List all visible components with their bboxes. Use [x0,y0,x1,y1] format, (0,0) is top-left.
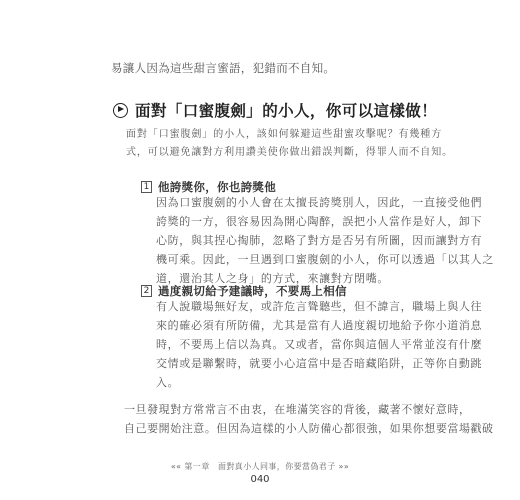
circled-triangle-icon [113,103,128,118]
item-1-body [156,193,494,288]
page-number: 040 [250,474,270,485]
body-line: 機可乘。因此，一旦遇到口蜜腹劍的小人，你可以透過「以其人之 [156,253,494,266]
closing-paragraph [124,400,494,438]
top-paragraph: 易讓人因為這些甜言蜜語，犯錯而不自知。 [111,61,336,75]
body-line: 心防，與其捏心掏肺，忽略了對方是否另有所圖，因而讓對方有 [156,234,483,247]
body-line: 入。 [156,376,180,389]
intro-line: 面對「口蜜腹劍」的小人，該如何躲避這些甜蜜攻擊呢？有幾種方 [126,129,443,140]
body-line: 道，還治其人之身」的方式，來讓對方閉嘴。 [156,272,389,285]
body-line: 時，不要馬上信以為真。又或者，當你與這個人平常並沒有什麼 [156,338,483,351]
item-title: 過度親切給予建議時，不要馬上相信 [158,284,347,298]
closing-line: 一旦發現對方常常言不由衷，在堆滿笑容的背後，藏著不懷好意時， [124,403,471,416]
item-number-box: 1 [141,181,152,193]
section-heading-row [113,99,437,121]
closing-line: 自己要開始注意。但因為這樣的小人防備心都很強，如果你想要當場戳破 [124,422,494,435]
item-number-box: 2 [141,285,152,297]
body-line: 來的確必須有所防備，尤其是當有人過度親切地給予你小道消息 [156,319,483,332]
body-line: 交情或是聯繫時，就要小心這當中是否暗藏陷阱，正等你自動跳 [156,357,483,370]
section-intro [126,126,453,162]
chapter-footer: «« 第一章 面對真小人同事，你要當偽君子 »» [170,462,350,471]
body-line: 有人說職場無好友，或許危言聳聽些，但不諱言，職場上與人往 [156,300,483,313]
body-line: 誇獎的一方，很容易因為開心陶醉，誤把小人當作是好人，卸下 [156,215,483,228]
section-heading: 面對「口蜜腹劍」的小人，你可以這樣做！ [135,102,438,120]
body-line: 因為口蜜腹劍的小人會在太擅長誇獎別人，因此，一直接受他們 [156,196,483,209]
item-2-body [156,297,482,392]
item-title: 他誇獎你，你也誇獎他 [158,180,276,194]
intro-line: 式，可以避免讓對方利用讚美使你做出錯誤判斷，得罪人而不自知。 [126,147,453,158]
